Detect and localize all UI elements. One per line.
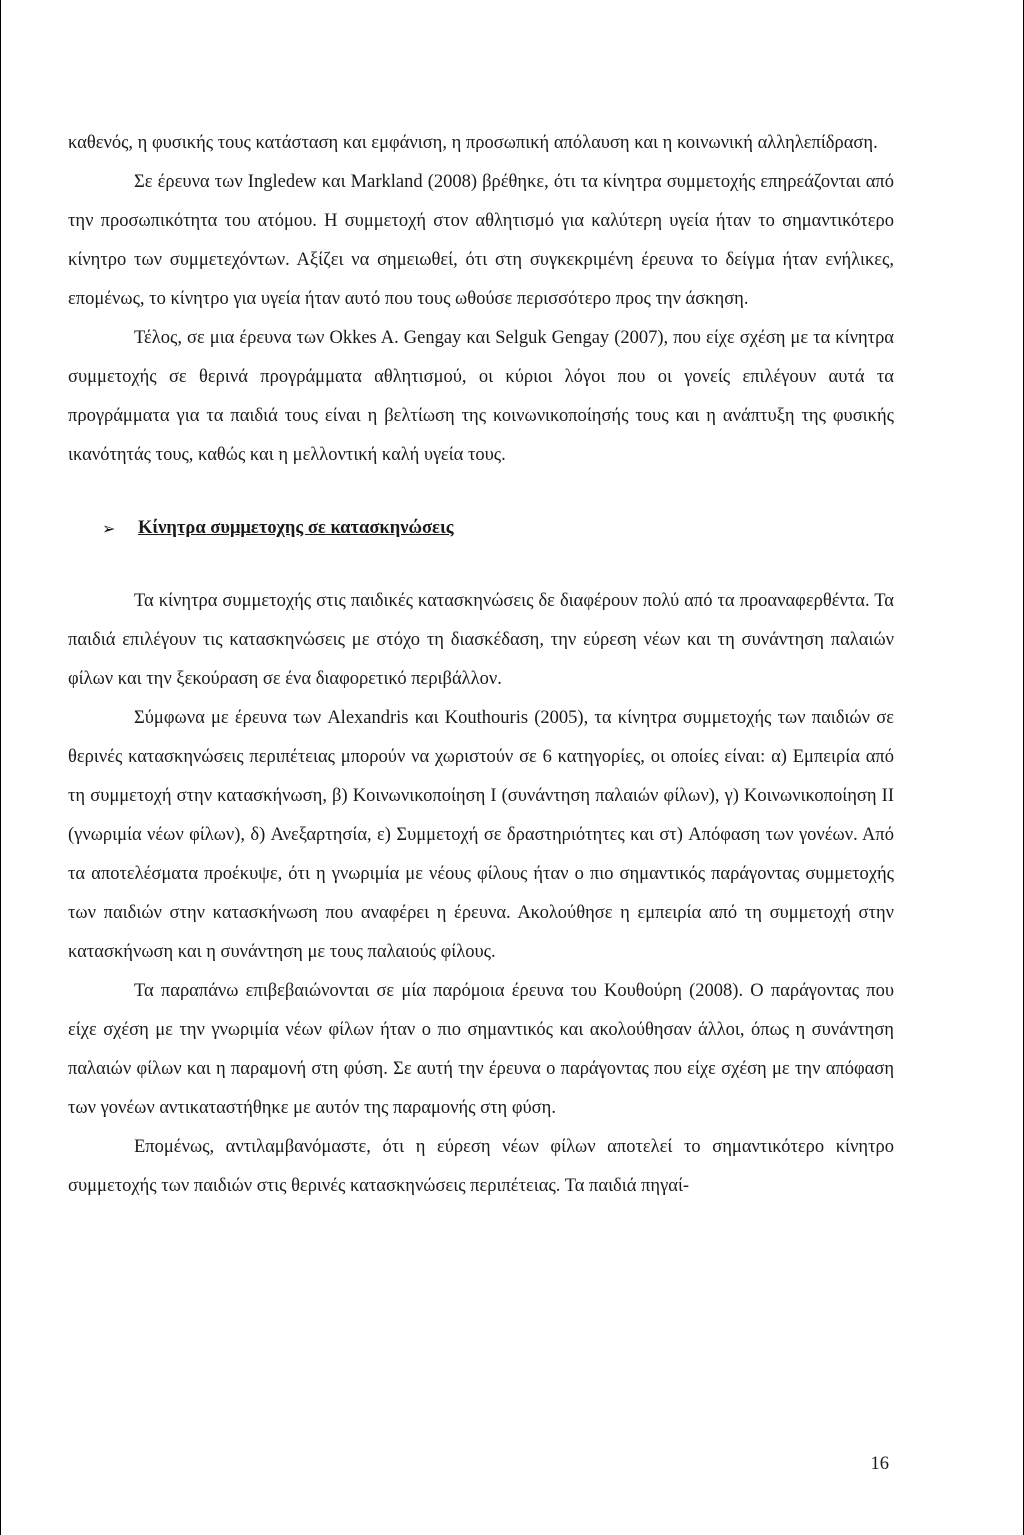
paragraph: Επομένως, αντιλαμβανόμαστε, ότι η εύρεση νέων φίλων αποτελεί το σημαντικότερο κίνητρο συμμετοχής των παιδιών στις θερινές κατασκηνώσεις περιπέτειας. Τα παιδιά πηγαί- — [68, 1137, 894, 1196]
page-number: 16 — [870, 1454, 889, 1474]
paragraph: Σύμφωνα με έρευνα των Alexandris και Kouthouris (2005), τα κίνητρα συμμετοχής των παιδιών σε θερινές κατασκηνώσεις περιπέτειας μπορούν να χωριστούν σε 6 κατηγορίες, οι οποίες είναι: α) Εμπειρία από τη συμμετοχή στην κατασκήνωση, β) Κοινωνικοποίηση I (συνάντηση παλαιών φίλων), γ) Κοινωνικοποίηση II (γνωριμία νέων φίλων), δ) Ανεξαρτησία, ε) Συμμετοχή σε δραστηριότητες και στ) Απόφαση των γονέων. Από τα αποτελέσματα προέκυψε, ότι η γνωριμία με νέους φίλους ήταν ο πιο σημαντικός παράγοντας συμμετοχής των παιδιών στην κατασκήνωση που αναφέρει η έρευνα. Ακολούθησε η εμπειρία από τη συμμετοχή στην κατασκήνωση και η συνάντηση με τους παλαιούς φίλους. — [68, 708, 894, 962]
paragraph: Τα κίνητρα συμμετοχής στις παιδικές κατασκηνώσεις δε διαφέρουν πολύ από τα προαναφερθέντα. Τα παιδιά επιλέγουν τις κατασκηνώσεις με στόχο τη διασκέδαση, την εύρεση νέων και τη συνάντηση παλαιών φίλων και την ξεκούραση σε ένα διαφορετικό περιβάλλον. — [68, 591, 894, 689]
section-heading — [68, 509, 894, 548]
paragraph: καθενός, η φυσικής τους κατάσταση και εμφάνιση, η προσωπική απόλαυση και η κοινωνική αλληλεπίδραση. — [68, 133, 878, 153]
arrow-bullet-icon: ➢ — [102, 519, 116, 538]
paragraph: Τα παραπάνω επιβεβαιώνονται σε μία παρόμοια έρευνα του Κουθούρη (2008). Ο παράγοντας που είχε σχέση με την γνωριμία νέων φίλων ήταν ο πιο σημαντικός και ακολούθησαν άλλοι, όπως η συνάντηση παλαιών φίλων και η παραμονή στη φύση. Σε αυτή την έρευνα ο παράγοντας που είχε σχέση με την απόφαση των γονέων αντικαταστήθηκε με αυτόν της παραμονής στη φύση. — [68, 981, 894, 1118]
paragraph: Τέλος, σε μια έρευνα των Okkes A. Gengay και Selguk Gengay (2007), που είχε σχέση με τα κίνητρα συμμετοχής σε θερινά προγράμματα αθλητισμού, οι κύριοι λόγοι που οι γονείς επιλέγουν αυτά τα προγράμματα για τα παιδιά τους είναι η βελτίωση της κοινωνικοποίησής τους και η ανάπτυξη της φυσικής ικανότητάς τους, καθώς και η μελλοντική καλή υγεία τους. — [68, 328, 894, 465]
page-body — [68, 124, 894, 1206]
paragraph: Σε έρευνα των Ingledew και Markland (2008) βρέθηκε, ότι τα κίνητρα συμμετοχής επηρεάζονται από την προσωπικότητα του ατόμου. Η συμμετοχή στον αθλητισμό για καλύτερη υγεία ήταν το σημαντικότερο κίνητρο των συμμετεχόντων. Αξίζει να σημειωθεί, ότι στη συγκεκριμένη έρευνα το δείγμα ήταν ενήλικες, επομένως, το κίνητρο για υγεία ήταν αυτό που τους ωθούσε περισσότερο προς την άσκηση. — [68, 172, 894, 309]
document-page — [1, 0, 1023, 1535]
section-heading-text: Κίνητρα συμμετοχης σε κατασκηνώσεις — [138, 518, 454, 538]
